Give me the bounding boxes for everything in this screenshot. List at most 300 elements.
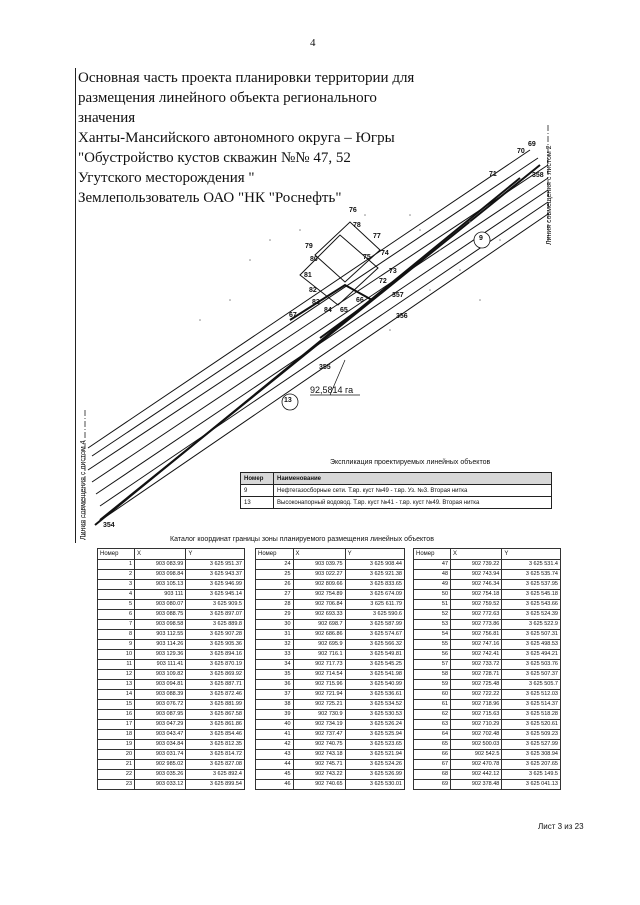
- catalog-row: [414, 770, 561, 780]
- catalog-cell-n: 65: [414, 740, 451, 750]
- title-line-2: размещения линейного объекта регионального: [78, 90, 377, 106]
- catalog-cell-n: 27: [256, 590, 294, 600]
- catalog-cell-x: 902 686.86: [293, 630, 345, 640]
- catalog-row: [98, 620, 245, 630]
- catalog-cell-x: 903 039.75: [293, 560, 345, 570]
- catalog-row: [98, 720, 245, 730]
- catalog-cell-y: 3 625 507.31: [502, 630, 561, 640]
- catalog-cell-x: 902 442.12: [451, 770, 502, 780]
- point-label: 80: [310, 256, 318, 263]
- catalog-cell-x: 903 034.84: [135, 740, 186, 750]
- catalog-cell-n: 41: [256, 730, 294, 740]
- catalog-cell-n: 16: [98, 710, 135, 720]
- catalog-cell-n: 22: [98, 770, 135, 780]
- catalog-cell-y: 3 625 889.8: [186, 620, 245, 630]
- catalog-cell-n: 1: [98, 560, 135, 570]
- catalog-cell-x: 902 742.41: [451, 650, 502, 660]
- catalog-cell-x: 903 087.95: [135, 710, 186, 720]
- catalog-cell-n: 24: [256, 560, 294, 570]
- catalog-cell-n: 25: [256, 570, 294, 580]
- catalog-row: [414, 580, 561, 590]
- catalog-row: [414, 570, 561, 580]
- title-line-6: Угутского месторождения ": [78, 170, 255, 186]
- catalog-cell-x: 902 740.75: [293, 740, 345, 750]
- catalog-row: [98, 760, 245, 770]
- catalog-cell-y: 3 625 523.65: [345, 740, 404, 750]
- catalog-cell-x: 902 717.73: [293, 660, 345, 670]
- catalog-cell-x: 902 734.19: [293, 720, 345, 730]
- catalog-cell-y: 3 625 674.09: [345, 590, 404, 600]
- catalog-cell-x: 902 730.9: [293, 710, 345, 720]
- catalog-cell-x: 903 105.13: [135, 580, 186, 590]
- catalog-cell-y: 3 625 524.26: [345, 760, 404, 770]
- catalog-row: [256, 760, 405, 770]
- catalog-cell-n: 17: [98, 720, 135, 730]
- catalog-cell-x: 902 378.48: [451, 780, 502, 790]
- catalog-cell-n: 4: [98, 590, 135, 600]
- catalog-cell-x: 903 022.27: [293, 570, 345, 580]
- explication-header-name: Наименование: [274, 473, 552, 485]
- catalog-cell-x: 902 698.7: [293, 620, 345, 630]
- catalog-cell-y: 3 625 530.53: [345, 710, 404, 720]
- catalog-row: [98, 700, 245, 710]
- explication-cell: Высоконапорный водовод. Т.вр. куст №41 - т.вр. куст №49. Вторая нитка: [274, 497, 552, 509]
- catalog-cell-y: 3 625 525.94: [345, 730, 404, 740]
- catalog-row: [98, 780, 245, 790]
- catalog-row: [414, 650, 561, 660]
- catalog-header-n: Номер: [256, 549, 294, 560]
- catalog-cell-n: 37: [256, 690, 294, 700]
- catalog-cell-n: 48: [414, 570, 451, 580]
- catalog-cell-x: 903 109.82: [135, 670, 186, 680]
- catalog-row: [98, 590, 245, 600]
- catalog-cell-n: 32: [256, 640, 294, 650]
- catalog-cell-y: 3 625 498.53: [502, 640, 561, 650]
- catalog-row: [98, 740, 245, 750]
- point-label: 84: [324, 307, 332, 314]
- catalog-cell-y: 3 625 905.36: [186, 640, 245, 650]
- catalog-cell-y: 3 625 494.21: [502, 650, 561, 660]
- catalog-cell-n: 60: [414, 690, 451, 700]
- catalog-cell-x: 902 745.71: [293, 760, 345, 770]
- catalog-cell-y: 3 625 536.61: [345, 690, 404, 700]
- point-label: 78: [353, 222, 361, 229]
- catalog-cell-n: 45: [256, 770, 294, 780]
- catalog-cell-y: 3 625 526.99: [345, 770, 404, 780]
- catalog-row: [256, 690, 405, 700]
- catalog-row: [256, 590, 405, 600]
- catalog-cell-y: 3 625 854.46: [186, 730, 245, 740]
- catalog-cell-n: 18: [98, 730, 135, 740]
- catalog-cell-n: 3: [98, 580, 135, 590]
- catalog-row: [414, 760, 561, 770]
- catalog-cell-y: 3 625 514.37: [502, 700, 561, 710]
- catalog-cell-n: 63: [414, 720, 451, 730]
- catalog-cell-y: 3 625 833.65: [345, 580, 404, 590]
- catalog-cell-x: 902 740.65: [293, 780, 345, 790]
- catalog-cell-y: 3 625 574.67: [345, 630, 404, 640]
- catalog-cell-x: 903 076.72: [135, 700, 186, 710]
- catalog-cell-y: 3 625 207.65: [502, 760, 561, 770]
- catalog-row: [98, 710, 245, 720]
- catalog-cell-y: 3 625 908.44: [345, 560, 404, 570]
- catalog-cell-n: 43: [256, 750, 294, 760]
- catalog-cell-x: 902 710.29: [451, 720, 502, 730]
- catalog-row: [414, 630, 561, 640]
- catalog-cell-x: 902 722.22: [451, 690, 502, 700]
- catalog-cell-x: 902 773.86: [451, 620, 502, 630]
- catalog-cell-y: 3 625 531.4: [502, 560, 561, 570]
- catalog-cell-n: 47: [414, 560, 451, 570]
- catalog-cell-y: 3 625 518.28: [502, 710, 561, 720]
- catalog-cell-x: 902 743.22: [293, 770, 345, 780]
- point-label: 357: [392, 292, 404, 299]
- point-label: 65: [340, 307, 348, 314]
- sheet-label: Лист 3 из 23: [538, 822, 584, 831]
- catalog-cell-n: 34: [256, 660, 294, 670]
- point-label: 77: [373, 233, 381, 240]
- catalog-row: [98, 570, 245, 580]
- catalog-row: [98, 580, 245, 590]
- catalog-cell-x: 902 754.18: [451, 590, 502, 600]
- catalog-cell-n: 20: [98, 750, 135, 760]
- catalog-cell-y: 3 625 535.74: [502, 570, 561, 580]
- point-label: 358: [532, 172, 544, 179]
- catalog-cell-y: 3 625 545.18: [502, 590, 561, 600]
- catalog-cell-n: 28: [256, 600, 294, 610]
- catalog-cell-n: 49: [414, 580, 451, 590]
- catalog-cell-n: 6: [98, 610, 135, 620]
- catalog-cell-y: 3 625 611.79: [345, 600, 404, 610]
- catalog-cell-n: 29: [256, 610, 294, 620]
- catalog-row: [98, 610, 245, 620]
- catalog-row: [256, 620, 405, 630]
- catalog-cell-n: 61: [414, 700, 451, 710]
- catalog-cell-n: 31: [256, 630, 294, 640]
- catalog-cell-x: 902 772.63: [451, 610, 502, 620]
- catalog-cell-y: 3 625 526.24: [345, 720, 404, 730]
- catalog-row: [256, 730, 405, 740]
- catalog-row: [256, 770, 405, 780]
- catalog-cell-n: 23: [98, 780, 135, 790]
- catalog-row: [414, 670, 561, 680]
- catalog-cell-y: 3 625 894.16: [186, 650, 245, 660]
- catalog-header-x: X: [293, 549, 345, 560]
- catalog-cell-n: 9: [98, 640, 135, 650]
- catalog-cell-n: 67: [414, 760, 451, 770]
- title-line-7: Землепользователь ОАО "НК "Роснефть": [78, 190, 342, 206]
- explication-row: [241, 497, 552, 509]
- catalog-row: [256, 560, 405, 570]
- catalog-row: [256, 630, 405, 640]
- explication-header-number: Номер: [241, 473, 274, 485]
- point-label: 79: [305, 243, 313, 250]
- catalog-cell-x: 903 088.39: [135, 690, 186, 700]
- catalog-cell-n: 13: [98, 680, 135, 690]
- catalog-cell-y: 3 625 921.38: [345, 570, 404, 580]
- catalog-cell-y: 3 625 899.54: [186, 780, 245, 790]
- catalog-cell-n: 8: [98, 630, 135, 640]
- catalog-row: [98, 600, 245, 610]
- catalog-row: [256, 750, 405, 760]
- catalog-row: [256, 670, 405, 680]
- explication-cell: 13: [241, 497, 274, 509]
- catalog-cell-y: 3 625 503.76: [502, 660, 561, 670]
- catalog-row: [98, 750, 245, 760]
- title-line-5: "Обустройство кустов скважин №№ 47, 52: [78, 150, 351, 166]
- catalog-table-2: [255, 548, 405, 790]
- catalog-cell-x: 902 718.96: [451, 700, 502, 710]
- catalog-cell-x: 902 702.48: [451, 730, 502, 740]
- catalog-row: [414, 720, 561, 730]
- catalog-row: [256, 720, 405, 730]
- catalog-row: [414, 640, 561, 650]
- area-label: 92,5814 га: [310, 385, 354, 395]
- catalog-cell-x: 902 809.66: [293, 580, 345, 590]
- catalog-row: [256, 740, 405, 750]
- catalog-cell-x: 903 094.81: [135, 680, 186, 690]
- catalog-cell-x: 903 129.36: [135, 650, 186, 660]
- catalog-cell-y: 3 625 522.9: [502, 620, 561, 630]
- catalog-cell-y: 3 625 887.71: [186, 680, 245, 690]
- point-label: 75: [363, 254, 371, 261]
- catalog-cell-y: 3 625 541.98: [345, 670, 404, 680]
- catalog-cell-y: 3 625 543.66: [502, 600, 561, 610]
- title-line-4: Ханты-Мансийского автономного округа – Югры: [78, 130, 395, 146]
- point-label: 356: [396, 313, 408, 320]
- catalog-cell-n: 26: [256, 580, 294, 590]
- catalog-row: [98, 560, 245, 570]
- catalog-row: [414, 590, 561, 600]
- catalog-row: [98, 770, 245, 780]
- catalog-cell-x: 902 470.78: [451, 760, 502, 770]
- catalog-cell-n: 36: [256, 680, 294, 690]
- catalog-header-x: X: [135, 549, 186, 560]
- catalog-cell-n: 68: [414, 770, 451, 780]
- catalog-cell-n: 55: [414, 640, 451, 650]
- catalog-row: [256, 680, 405, 690]
- catalog-row: [98, 680, 245, 690]
- catalog-row: [256, 780, 405, 790]
- catalog-row: [414, 750, 561, 760]
- catalog-cell-y: 3 625 530.01: [345, 780, 404, 790]
- catalog-cell-x: 903 111.41: [135, 660, 186, 670]
- catalog-header-x: X: [451, 549, 502, 560]
- catalog-cell-n: 10: [98, 650, 135, 660]
- catalog-cell-n: 5: [98, 600, 135, 610]
- point-label: 83: [312, 299, 320, 306]
- catalog-cell-x: 902 716.1: [293, 650, 345, 660]
- catalog-cell-y: 3 625 308.94: [502, 750, 561, 760]
- catalog-row: [414, 780, 561, 790]
- catalog-cell-x: 903 083.99: [135, 560, 186, 570]
- catalog-cell-y: 3 625 507.37: [502, 670, 561, 680]
- catalog-cell-n: 66: [414, 750, 451, 760]
- catalog-cell-y: 3 625 869.92: [186, 670, 245, 680]
- catalog-row: [414, 610, 561, 620]
- catalog-cell-y: 3 625 041.13: [502, 780, 561, 790]
- catalog-row: [414, 660, 561, 670]
- catalog-row: [256, 640, 405, 650]
- catalog-title: Каталог координат границы зоны планируемого размещения линейных объектов: [170, 536, 434, 543]
- catalog-cell-n: 33: [256, 650, 294, 660]
- catalog-header-y: Y: [502, 549, 561, 560]
- catalog-row: [98, 650, 245, 660]
- explication-cell: Нефтегазосборные сети. Т.вр. куст №49 - т.вр. Уз. №3. Вторая нитка: [274, 485, 552, 497]
- catalog-cell-n: 7: [98, 620, 135, 630]
- catalog-table-1: [97, 548, 245, 790]
- catalog-cell-x: 903 098.58: [135, 620, 186, 630]
- catalog-cell-y: 3 625 951.37: [186, 560, 245, 570]
- catalog-row: [256, 700, 405, 710]
- catalog-cell-x: 903 112.55: [135, 630, 186, 640]
- catalog-cell-y: 3 625 566.32: [345, 640, 404, 650]
- catalog-cell-y: 3 625 540.99: [345, 680, 404, 690]
- catalog-cell-x: 902 695.9: [293, 640, 345, 650]
- match-line-label-right: Линия совмещения с листом 2: [546, 145, 553, 245]
- catalog-cell-n: 42: [256, 740, 294, 750]
- catalog-cell-x: 902 721.94: [293, 690, 345, 700]
- catalog-cell-x: 902 542.5: [451, 750, 502, 760]
- catalog-cell-n: 19: [98, 740, 135, 750]
- catalog-cell-y: 3 625 149.5: [502, 770, 561, 780]
- catalog-cell-x: 902 733.72: [451, 660, 502, 670]
- catalog-cell-n: 46: [256, 780, 294, 790]
- catalog-cell-y: 3 625 537.95: [502, 580, 561, 590]
- point-label: 66: [356, 297, 364, 304]
- catalog-cell-y: 3 625 512.03: [502, 690, 561, 700]
- catalog-cell-x: 903 111: [135, 590, 186, 600]
- catalog-row: [98, 690, 245, 700]
- catalog-cell-n: 2: [98, 570, 135, 580]
- title-line-3: значения: [78, 110, 136, 126]
- catalog-cell-y: 3 625 867.58: [186, 710, 245, 720]
- catalog-row: [98, 640, 245, 650]
- catalog-cell-y: 3 625 827.08: [186, 760, 245, 770]
- catalog-row: [414, 560, 561, 570]
- catalog-cell-x: 903 043.47: [135, 730, 186, 740]
- catalog-row: [414, 710, 561, 720]
- point-label: 74: [381, 250, 389, 257]
- catalog-row: [414, 740, 561, 750]
- catalog-cell-y: 3 625 587.99: [345, 620, 404, 630]
- catalog-row: [256, 580, 405, 590]
- catalog-cell-n: 51: [414, 600, 451, 610]
- catalog-cell-n: 58: [414, 670, 451, 680]
- catalog-cell-y: 3 625 505.7: [502, 680, 561, 690]
- catalog-cell-n: 30: [256, 620, 294, 630]
- catalog-cell-x: 902 737.47: [293, 730, 345, 740]
- catalog-cell-n: 21: [98, 760, 135, 770]
- point-label: 69: [528, 141, 536, 148]
- catalog-row: [256, 710, 405, 720]
- explication-table: [240, 472, 552, 509]
- catalog-cell-n: 50: [414, 590, 451, 600]
- catalog-cell-n: 62: [414, 710, 451, 720]
- catalog-cell-y: 3 625 946.99: [186, 580, 245, 590]
- catalog-cell-y: 3 625 943.37: [186, 570, 245, 580]
- catalog-header-y: Y: [345, 549, 404, 560]
- point-label: 82: [309, 287, 317, 294]
- point-label: 70: [517, 148, 525, 155]
- catalog-cell-n: 52: [414, 610, 451, 620]
- catalog-row: [256, 660, 405, 670]
- catalog-header-n: Номер: [414, 549, 451, 560]
- point-label: 73: [389, 268, 397, 275]
- catalog-row: [414, 690, 561, 700]
- catalog-row: [256, 600, 405, 610]
- catalog-cell-y: 3 625 909.5: [186, 600, 245, 610]
- catalog-cell-y: 3 625 861.86: [186, 720, 245, 730]
- page-number: 4: [310, 37, 316, 49]
- point-label: 71: [489, 171, 497, 178]
- catalog-cell-n: 69: [414, 780, 451, 790]
- catalog-header-n: Номер: [98, 549, 135, 560]
- catalog-cell-x: 902 754.89: [293, 590, 345, 600]
- catalog-cell-y: 3 625 870.19: [186, 660, 245, 670]
- circle-label-9: 9: [479, 235, 483, 242]
- catalog-cell-n: 40: [256, 720, 294, 730]
- catalog-row: [414, 600, 561, 610]
- point-label: 355: [319, 364, 331, 371]
- catalog-cell-x: 903 033.12: [135, 780, 186, 790]
- catalog-cell-x: 903 098.84: [135, 570, 186, 580]
- catalog-cell-n: 54: [414, 630, 451, 640]
- catalog-cell-x: 902 739.22: [451, 560, 502, 570]
- title-line-1: Основная часть проекта планировки территории для: [78, 70, 415, 86]
- catalog-cell-x: 902 728.71: [451, 670, 502, 680]
- explication-cell: 9: [241, 485, 274, 497]
- catalog-cell-x: 902 706.84: [293, 600, 345, 610]
- catalog-cell-y: 3 625 812.35: [186, 740, 245, 750]
- catalog-cell-x: 902 759.52: [451, 600, 502, 610]
- catalog-row: [414, 620, 561, 630]
- catalog-cell-n: 35: [256, 670, 294, 680]
- catalog-cell-x: 902 743.18: [293, 750, 345, 760]
- catalog-cell-n: 11: [98, 660, 135, 670]
- catalog-cell-y: 3 625 881.99: [186, 700, 245, 710]
- catalog-cell-x: 903 080.07: [135, 600, 186, 610]
- catalog-cell-y: 3 625 814.72: [186, 750, 245, 760]
- catalog-cell-y: 3 625 520.61: [502, 720, 561, 730]
- catalog-table-3: [413, 548, 561, 790]
- catalog-cell-x: 902 725.48: [451, 680, 502, 690]
- catalog-cell-x: 902 985.02: [135, 760, 186, 770]
- catalog-cell-y: 3 625 509.23: [502, 730, 561, 740]
- point-label: 72: [379, 278, 387, 285]
- catalog-cell-n: 56: [414, 650, 451, 660]
- catalog-cell-n: 57: [414, 660, 451, 670]
- point-label: 354: [103, 522, 115, 529]
- point-label: 76: [349, 207, 357, 214]
- catalog-cell-x: 902 714.54: [293, 670, 345, 680]
- catalog-cell-n: 59: [414, 680, 451, 690]
- catalog-cell-n: 53: [414, 620, 451, 630]
- catalog-cell-x: 902 693.33: [293, 610, 345, 620]
- catalog-cell-x: 902 500.03: [451, 740, 502, 750]
- catalog-cell-x: 903 047.29: [135, 720, 186, 730]
- catalog-cell-x: 903 114.26: [135, 640, 186, 650]
- catalog-cell-n: 14: [98, 690, 135, 700]
- catalog-cell-n: 12: [98, 670, 135, 680]
- catalog-cell-y: 3 625 527.99: [502, 740, 561, 750]
- catalog-cell-x: 902 715.63: [451, 710, 502, 720]
- catalog-row: [414, 700, 561, 710]
- point-label: 81: [304, 272, 312, 279]
- catalog-cell-n: 39: [256, 710, 294, 720]
- catalog-cell-x: 902 756.81: [451, 630, 502, 640]
- catalog-cell-n: 44: [256, 760, 294, 770]
